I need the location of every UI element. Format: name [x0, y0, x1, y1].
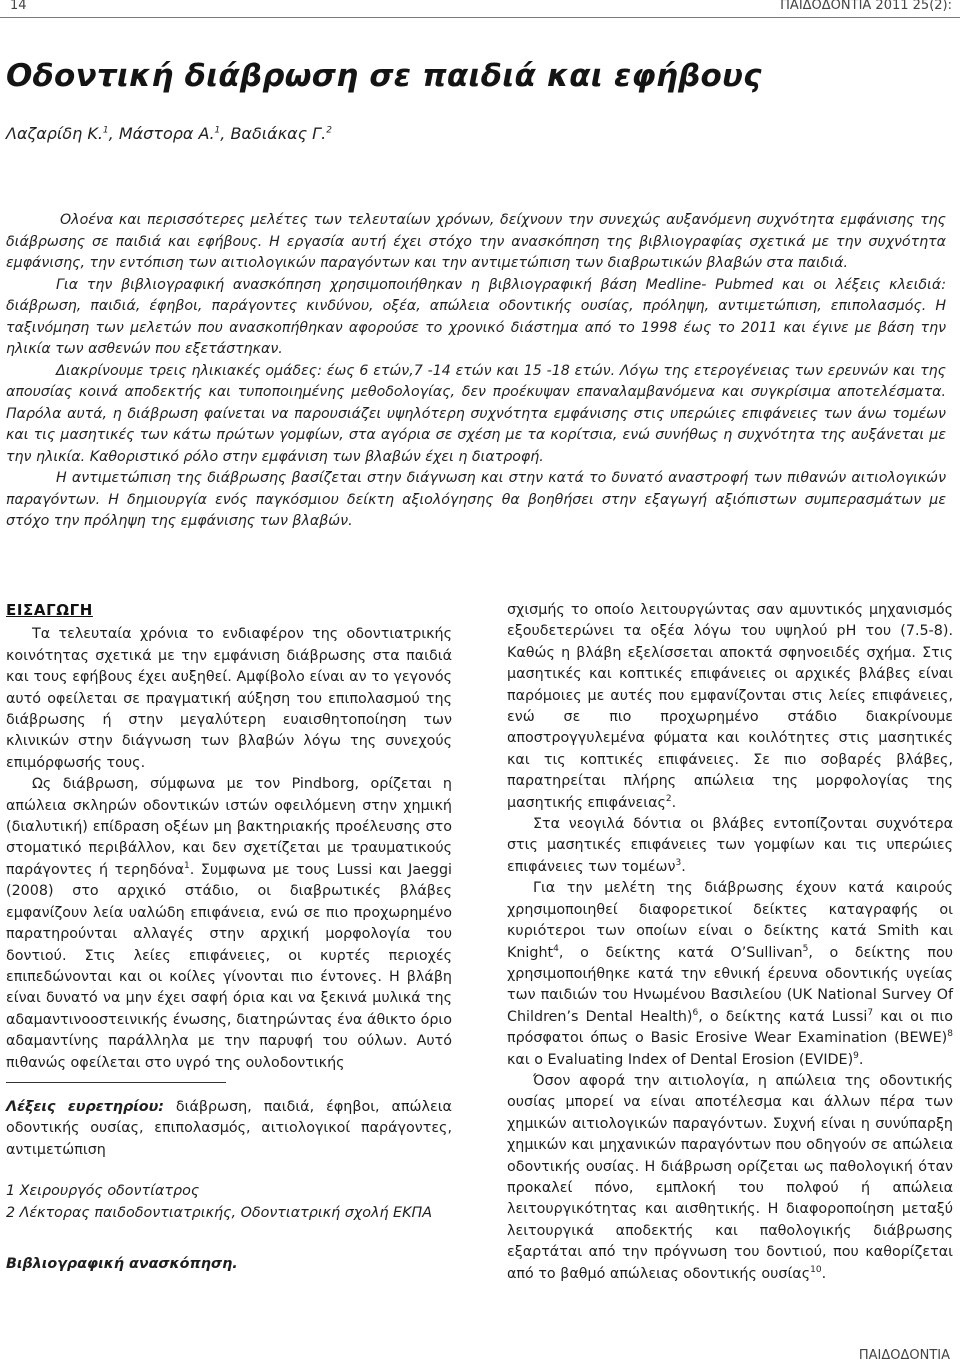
body-paragraph: [6, 774, 452, 1074]
body-text: και ο Evaluating Index of Dental Erosion (EVIDE): [507, 1051, 854, 1068]
body-text: , ο δείκτης κατά Lussi: [698, 1008, 868, 1025]
body-paragraph: Τα τελευταία χρόνια το ενδιαφέρον της οδοντιατρικής κοινότητας σχετικά με την εμφάνιση διάβρωσης στα παιδιά και τους εφήβους έχει αυξηθεί. Αμφίβολο είναι αν το γεγονός αυτό οφείλεται σε πραγματική αύξηση του επιπολασμού της διάβρωσης ή στην μεγαλύτερη ευαισθητοποίηση των κλινικών στην διάγνωση των βλαβών λόγω της συνεχούς επιμόρφωσής τους.: [6, 626, 452, 771]
author-name: , Μάστορα Α.: [108, 124, 215, 143]
body-paragraph: [507, 814, 953, 878]
body-text: , ο δείκτης που χρησιμοποιήθηκε κατά την εθνική έρευνα οδοντικής υγείας των παιδιών του Ηνωμένου Βασιλείου (UK National Survey Of Children’s Dental Health): [507, 944, 953, 1025]
journal-header: ΠΑΙΔΟΔΟΝΤΙΑ 2011 25(2):: [780, 0, 952, 13]
affiliation: 2 Λέκτορας παιδοδοντιατρικής, Οδοντιατρική σχολή ΕΚΠΑ: [6, 1204, 432, 1221]
citation-ref: 3: [675, 858, 682, 869]
body-text: Στα νεογιλά δόντια οι βλάβες εντοπίζονται συχνότερα στις μασητικές επιφάνειες των γομφίων και τις υπερώιες επιφάνειες των τομέων: [507, 816, 953, 875]
body-paragraph: [507, 600, 953, 814]
citation-ref: 7: [867, 1007, 874, 1018]
left-column: [6, 600, 452, 1275]
author-list: [6, 124, 332, 143]
author-affiliation-mark: 2: [326, 125, 332, 136]
body-text: .: [821, 1265, 827, 1282]
citation-ref: 2: [665, 793, 672, 804]
keywords-label: Λέξεις ευρετηρίου:: [6, 1098, 164, 1115]
citation-ref: 4: [553, 943, 559, 954]
body-text: , ο δείκτης κατά O’Sullivan: [558, 944, 803, 961]
abstract-paragraph: Για την βιβλιογραφική ανασκόπηση χρησιμοποιήθηκαν η βιβλιογραφική βάση Medline- Pubmed και οι λέξεις κλειδιά: διάβρωση, παιδιά, έφηβοι, παράγοντες κινδύνου, οξέα, απώλεια οδοντικής ουσίας, πρόληψη, αντιμετώπιση, επιπολασμός. Η ταξινόμηση των μελετών που ανασκοπήθηκαν αφορούσε το χρονικό διάστημα από το 1998 έως το 2011 και έγινε με βάση την ηλικία των ασθενών που εξετάστηκαν.: [6, 276, 946, 357]
body-text: Ως διάβρωση, σύμφωνα με τον Pindborg, ορίζεται η απώλεια σκληρών οδοντικών ιστών οφειλόμενη στην χημική (διαλυτική) επίδραση οξέων μη βακτηριακής προέλευσης στο στοματικό περιβάλλον, και δεν σχετίζεται με τραυματικούς παράγοντες ή τερηδόνα: [6, 776, 452, 878]
header-rule: [0, 17, 960, 18]
journal-footer: ΠΑΙΔΟΔΟΝΤΙΑ: [858, 1348, 950, 1363]
abstract-paragraph: Η αντιμετώπιση της διάβρωσης βασίζεται στην διάγνωση και στην κατά το δυνατό αναστροφή των πιθανών αιτιολογικών παραγόντων. Η δημιουργία ενός παγκόσμιου δείκτη αξιολόγησης θα βοηθήσει στην εξαγωγή αξιόπιστων συμπερασμάτων με στόχο την πρόληψη της εμφάνισης των βλαβών.: [6, 470, 946, 529]
keywords: [6, 1097, 452, 1161]
page-number: 14: [10, 0, 27, 13]
author-name: Λαζαρίδη Κ.: [6, 124, 103, 143]
citation-ref: 9: [853, 1050, 859, 1061]
body-text: Για την μελέτη της διάβρωσης έχουν κατά καιρούς χρησιμοποιηθεί διαφορετικοί δείκτες καταγραφής οι κυριότεροι των οποίων είναι ο δείκτης κατά Smith και Knight: [507, 880, 953, 961]
body-paragraph: [507, 878, 953, 1071]
body-text: .: [681, 858, 686, 875]
citation-ref: 6: [692, 1007, 699, 1018]
footnote-rule: [6, 1082, 226, 1083]
citation-ref: 8: [947, 1029, 953, 1040]
body-text: . Συμφωνα με τους Lussi και Jaeggi (2008) στο αρχικό στάδιο, οι διαβρωτικές βλάβες εμφανίζουν λεία υαλώδη επιφάνεια, ενώ σε πιο προχωρημένο παρατηρούνται αλλαγές στην αρχική μορφολογία του δοντιού. Στις λείες επιφάνειες, οι κυρτές περιοχές επιπεδώνονται και οι κοίλες γίνονται πιο έντονες. Η βλάβη είναι δυνατό να μην έχει σαφή όρια και να ξεκινά μυλικά της αδαμαντινοοστεινικής ένωσης, διατηρώντας ένα άθικτο όριο αδαμαντίνης παράλληλα με την παρυφή του ούλων. Αυτό πιθανώς οφείλεται στο υγρό της ουλοδοντικής: [6, 861, 452, 1071]
subsection-heading: Βιβλιογραφική ανασκόπηση.: [6, 1255, 238, 1272]
citation-ref: 1: [184, 861, 190, 872]
article-title: Οδοντική διάβρωση σε παιδιά και εφήβους: [6, 58, 762, 94]
abstract-paragraph: Ολοένα και περισσότερες μελέτες των τελευταίων χρόνων, δείχνουν την συνεχώς αυξανόμενη συχνότητα εμφάνισης της διάβρωσης σε παιδιά και εφήβους. Η εργασία αυτή έχει στόχο την ανασκόπηση της βιβλιογραφίας σχετικά με την συχνότητα εμφάνισης, την εντόπιση των αιτιολογικών παραγόντων και την αντιμετώπιση των διαβρωτικών βλαβών στα παιδιά.: [6, 212, 946, 271]
body-text: και οι πιο πρόσφατοι όπως ο Basic Erosive Wear Examination (BEWE): [507, 1008, 953, 1047]
spacer: [6, 1161, 452, 1181]
right-column: [507, 600, 953, 1285]
abstract: [6, 210, 946, 533]
affiliation: 1 Χειρουργός οδοντίατρος: [6, 1183, 200, 1200]
author-affiliation-mark: 1: [102, 125, 109, 136]
body-text: .: [671, 794, 677, 811]
spacer: [6, 1224, 452, 1254]
citation-ref: 10: [810, 1264, 822, 1275]
abstract-paragraph: Διακρίνουμε τρεις ηλικιακές ομάδες: έως 6 ετών,7 -14 ετών και 15 -18 ετών. Λόγω της ετερογένειας των ερευνών και της απουσίας κοινά αποδεκτής και τυποποιημένης μεθοδολογίας, δεν προέκυψαν επαναλαμβανόμενα και συγκρίσιμα αποτελέσματα. Παρόλα αυτά, η διάβρωση φαίνεται να παρουσιάζει υψηλότερη συχνότητα εμφάνισης στις υπερώιες επιφάνειες των άνω τομέων και τις μασητικές των κάτω πρώτων γομφίων, στα αγόρια σε σχέση με τα κορίτσια, ενώ συνήθως η συχνότητα της αυξάνεται με την ηλικία. Καθοριστικό ρόλο στην εμφάνιση των βλαβών έχει η διατροφή.: [6, 362, 946, 465]
section-heading: ΕΙΣΑΓΩΓΗ: [6, 601, 93, 619]
body-text: .: [858, 1051, 864, 1068]
keywords-text: διάβρωση, παιδιά, έφηβοι, απώλεια οδοντικής ουσίας, επιπολασμός, αιτιολογικοί παράγοντες, αντιμετώπιση: [6, 1098, 452, 1158]
author-affiliation-mark: 1: [214, 125, 221, 136]
author-name: , Βαδιάκας Γ.: [220, 124, 327, 143]
body-text: Όσον αφορά την αιτιολογία, η απώλεια της οδοντικής ουσίας μπορεί να είναι αποτέλεσμα και άλλων πέρα των χημικών αιτιολογικών παραγόντων. Συχνή είναι η συνύπαρξη χημικών και μηχανικών παραγόντων που οδηγούν σε απώλεια οδοντικής ουσίας. Η διάβρωση ορίζεται ως παθολογική όταν προκαλεί πόνο, εμπλοκή του πολφού ή απώλεια λειτουργικότητας και αισθητικής. Η διαφοροποίηση μεταξύ λειτουργικά αποδεκτής και παθολογικής διάβρωσης εξαρτάται από την πρόγνωση του δοντιού, που καθορίζεται από το βαθμό απώλειας οδοντικής ουσίας: [507, 1072, 953, 1282]
body-text: σχισμής το οποίο λειτουργώντας σαν αμυντικός μηχανισμός εξουδετερώνει τα οξέα λόγω του υψηλού pH του (7.5-8). Καθώς η βλάβη εξελίσσεται αποκτά σφηνοειδές σχήμα. Στις μασητικές και κοπτικές επιφάνειες οι αρχικές βλάβες είναι παρόμοιες με αυτές που εμφανίζονται στις λείες επιφάνειες, ενώ σε πιο προχωρημένο στάδιο διακρίνουμε αποστρογγυλεμένα φύματα και κοιλότητες στις μασητικές και τις κοπτικές επιφάνειες. Σε πιο σοβαρές βλάβες, παρατηρείται πλήρης απώλεια της μορφολογίας της μασητικής επιφάνειας: [507, 602, 953, 811]
citation-ref: 5: [802, 943, 809, 954]
body-paragraph: [507, 1071, 953, 1285]
